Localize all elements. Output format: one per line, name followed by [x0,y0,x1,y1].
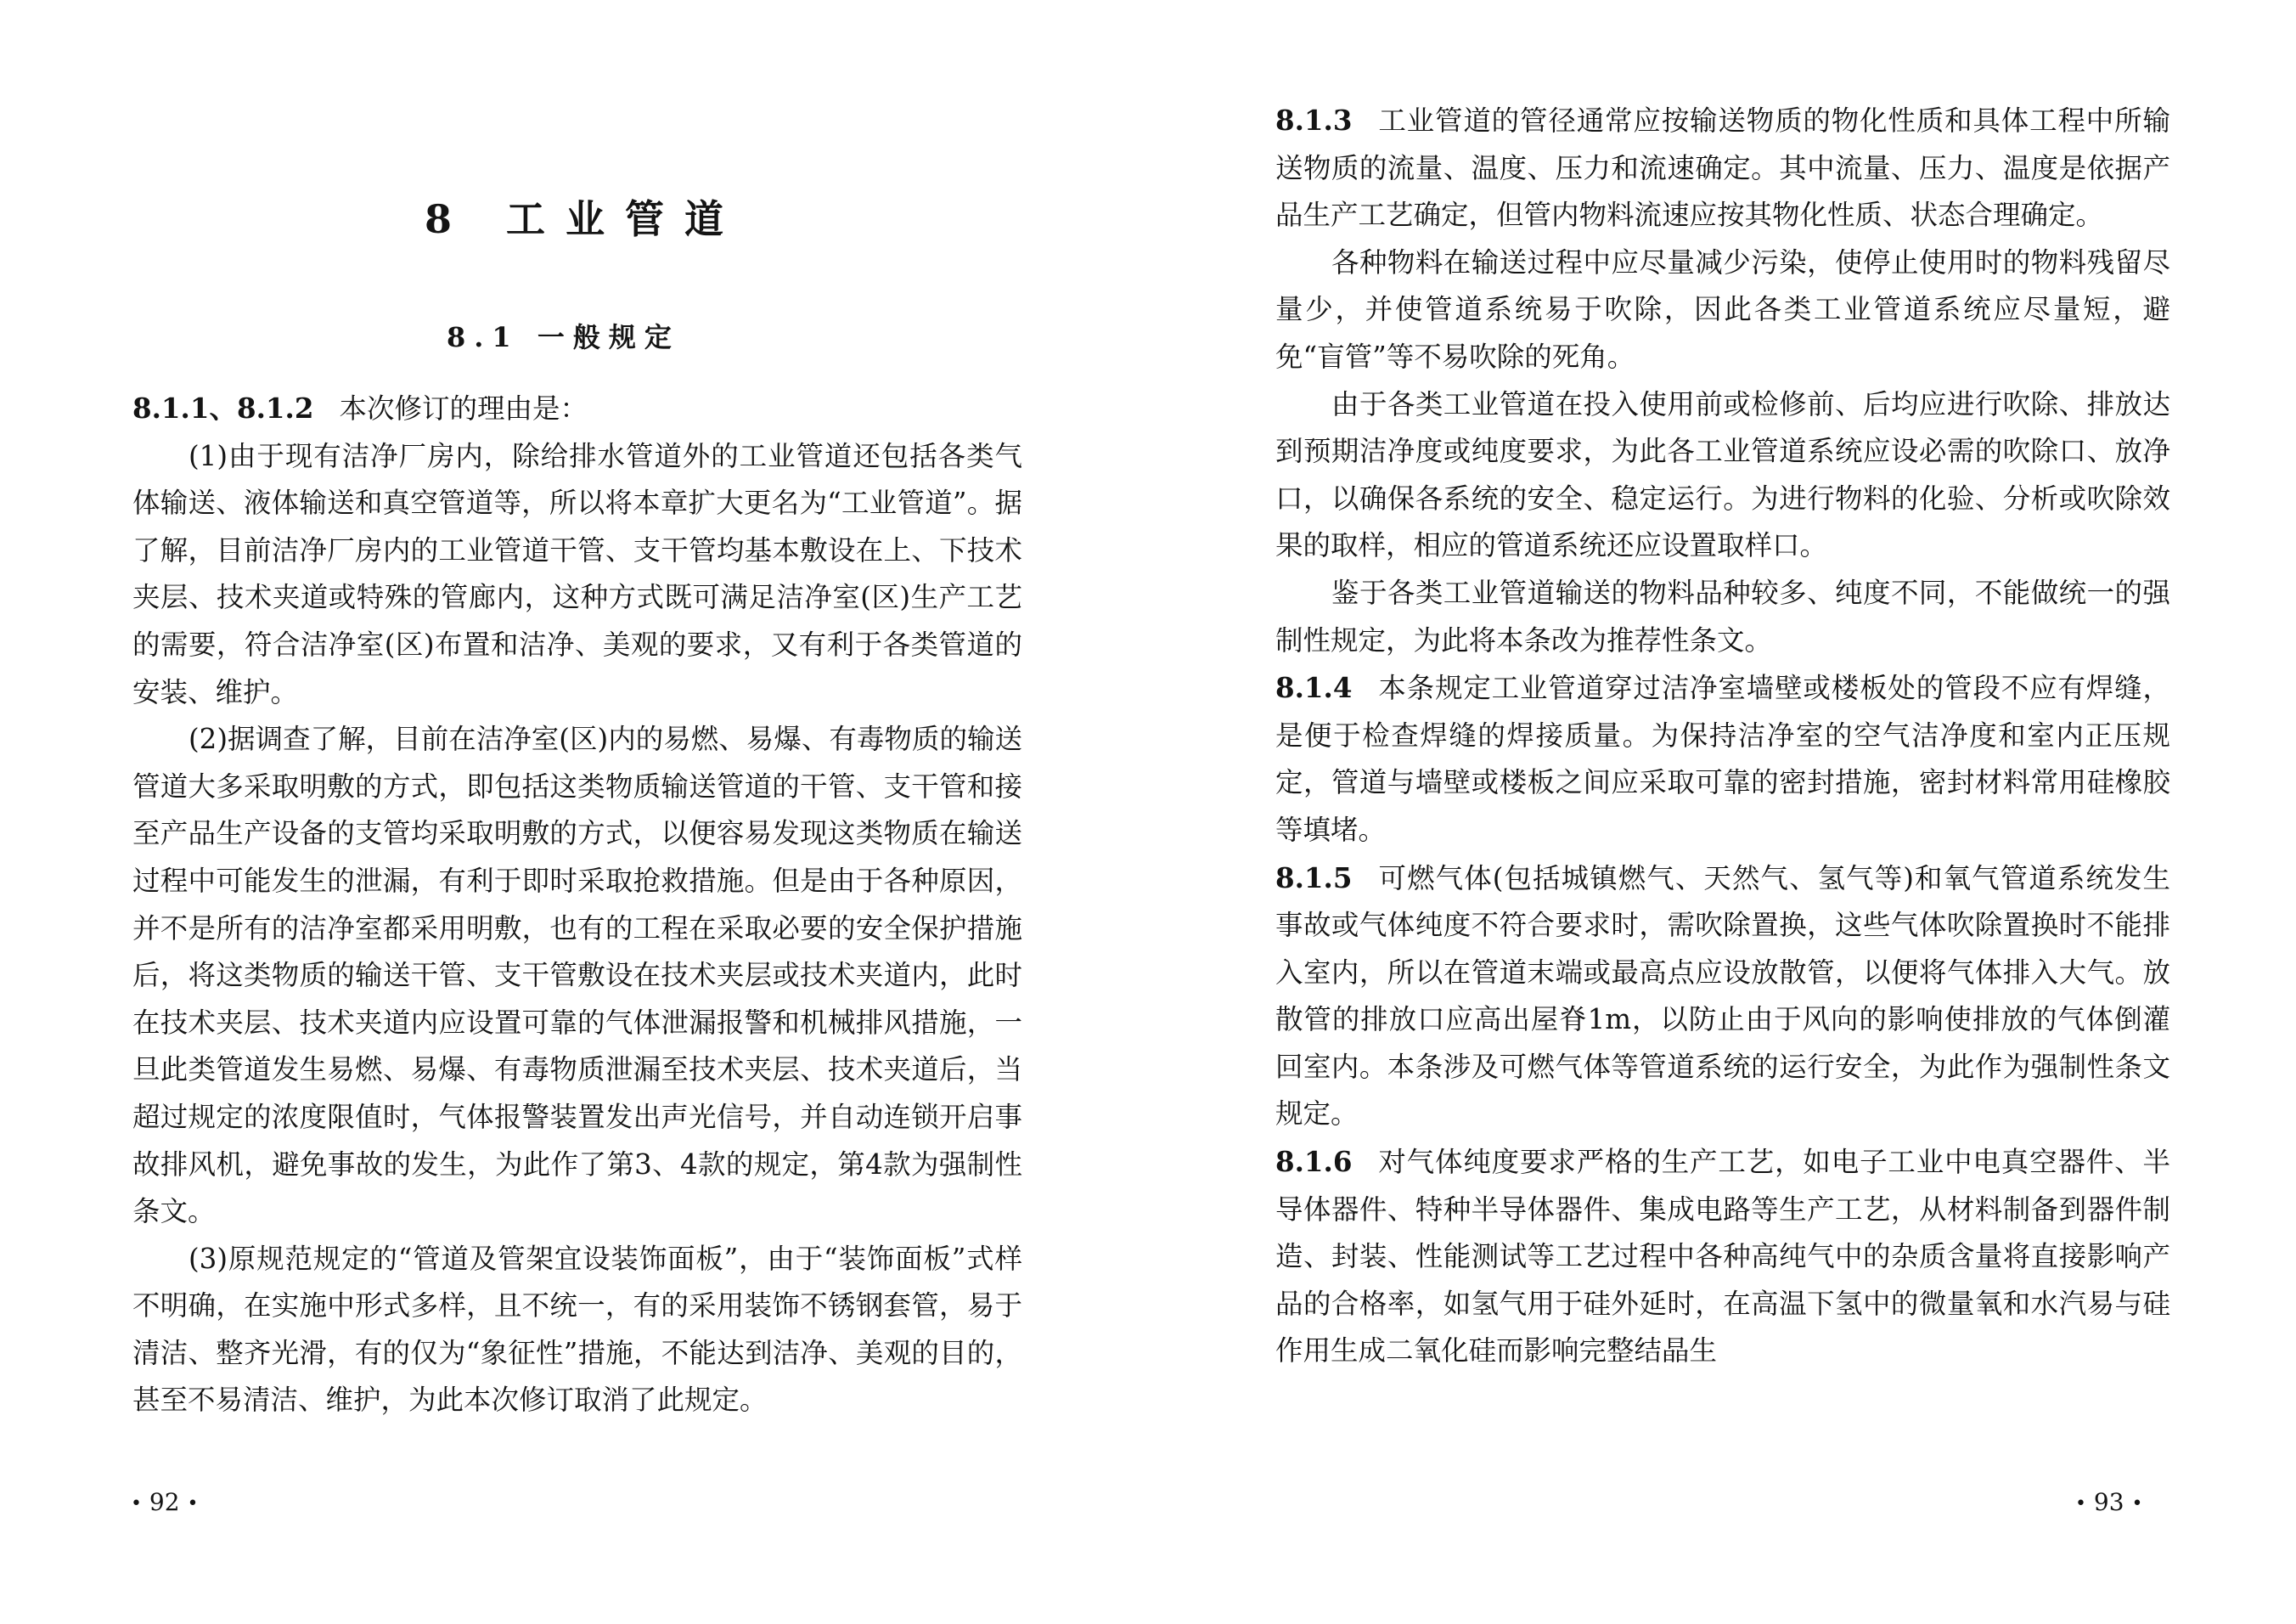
left-text-column [132,385,1022,1424]
clause-8-1-1-heading [132,385,1022,433]
clause-number: 8.1.5 [1275,860,1353,894]
page-number: 92 [149,1488,180,1516]
page-number: 93 [2093,1488,2124,1516]
paragraph: (3)原规范规定的“管道及管架宜设装饰面板”，由于“装饰面板”式样不明确，在实施中形式多样，且不统一，有的采用装饰不锈钢套管，易于清洁、整齐光滑，有的仅为“象征性”措施，不能达到洁净、美观的目的，甚至不易清洁、维护，为此本次修订取消了此规定。 [132,1242,1022,1417]
clause-intro: 本次修订的理由是： [339,392,588,425]
paragraph: (2)据调查了解，目前在洁净室(区)内的易燃、易爆、有毒物质的输送管道大多采取明敷的方式，即包括这类物质输送管道的干管、支干管和接至产品生产设备的支管均采取明敷的方式，以便容易发现这类物质在输送过程中可能发生的泄漏，有利于即时采取抢救措施。但是由于各种原因，并不是所有的洁净室都采用明敷，也有的工程在采取必要的安全保护措施后，将这类物质的输送干管、支干管敷设在技术夹层或技术夹道内，此时在技术夹层、技术夹道内应设置可靠的气体泄漏报警和机械排风措施，一旦此类管道发生易燃、易爆、有毒物质泄漏至技术夹层、技术夹道后，当超过规定的浓度限值时，气体报警装置发出声光信号，并自动连锁开启事故排风机，避免事故的发生，为此作了第3、4款的规定，第4款为强制性条文。 [132,723,1022,1228]
page-number-left: • 92 • [131,1488,199,1516]
right-text-column [1275,97,2170,1375]
clause-text: 工业管道的管径通常应按输送物质的物化性质和具体工程中所输送物质的流量、温度、压力和流速确定。其中流量、压力、温度是依据产品生产工艺确定，但管内物料流速应按其物化性质、状态合理确定。 [1275,104,2170,232]
clause-text: 可燃气体(包括城镇燃气、天然气、氢气等)和氧气管道系统发生事故或气体纯度不符合要求时，需吹除置换，这些气体吹除置换时不能排入室内，所以在管道末端或最高点应设放散管，以便将气体排入大气。放散管的排放口应高出屋脊1m，以防止由于风向的影响使排放的气体倒灌回室内。本条涉及可燃气体等管道系统的运行安全，为此作为强制性条文规定。 [1275,861,2170,1131]
clause-8-1-6 [1275,1138,2170,1375]
paragraph: 由于各类工业管道在投入使用前或检修前、后均应进行吹除、排放达到预期洁净度或纯度要求，为此各工业管道系统应设必需的吹除口、放净口，以确保各系统的安全、稳定运行。为进行物料的化验、分析或吹除效果的取样，相应的管道系统还应设置取样口。 [1275,387,2170,562]
paragraph: (1)由于现有洁净厂房内，除给排水管道外的工业管道还包括各类气体输送、液体输送和真空管道等，所以将本章扩大更名为“工业管道”。据了解，目前洁净厂房内的工业管道干管、支干管均基本敷设在上、下技术夹层、技术夹道或特殊的管廊内，这种方式既可满足洁净室(区)生产工艺的需要，符合洁净室(区)布置和洁净、美观的要求，又有利于各类管道的安装、维护。 [132,439,1022,708]
clause-8-1-3 [1275,97,2170,240]
clause-8-1-4 [1275,664,2170,854]
page-number-right: • 93 • [2075,1488,2143,1516]
chapter-title: 8 工业管道 [425,196,745,242]
clause-text: 本条规定工业管道穿过洁净室墙壁或楼板处的管段不应有焊缝，是便于检查焊缝的焊接质量。为保持洁净室的空气洁净度和室内正压规定，管道与墙壁或楼板之间应采取可靠的密封措施，密封材料常用硅橡胶等填堵。 [1275,672,2170,846]
right-page [1148,0,2296,1624]
paragraph: 鉴于各类工业管道输送的物料品种较多、纯度不同，不能做统一的强制性规定，为此将本条改为推荐性条文。 [1275,576,2170,657]
clause-8-1-5 [1275,854,2170,1139]
clause-number: 8.1.3 [1275,104,1353,137]
paragraph: 各种物料在输送过程中应尽量减少污染，使停止使用时的物料残留尽量少，并使管道系统易于吹除，因此各类工业管道系统应尽量短，避免“盲管”等不易吹除的死角。 [1275,245,2170,373]
clause-number: 8.1.6 [1275,1145,1353,1179]
clause-number: 8.1.1、8.1.2 [132,392,314,425]
clause-number: 8.1.4 [1275,671,1353,705]
clause-text: 对气体纯度要求严格的生产工艺，如电子工业中电真空器件、半导体器件、特种半导体器件、集成电路等生产工艺，从材料制备到器件制造、封装、性能测试等工艺过程中各种高纯气中的杂质含量将直接影响产品的合格率，如氢气用于硅外延时，在高温下氢中的微量氧和水汽易与硅作用生成二氧化硅而影响完整结晶生 [1275,1146,2170,1367]
section-title: 8.1 一般规定 [447,321,680,353]
